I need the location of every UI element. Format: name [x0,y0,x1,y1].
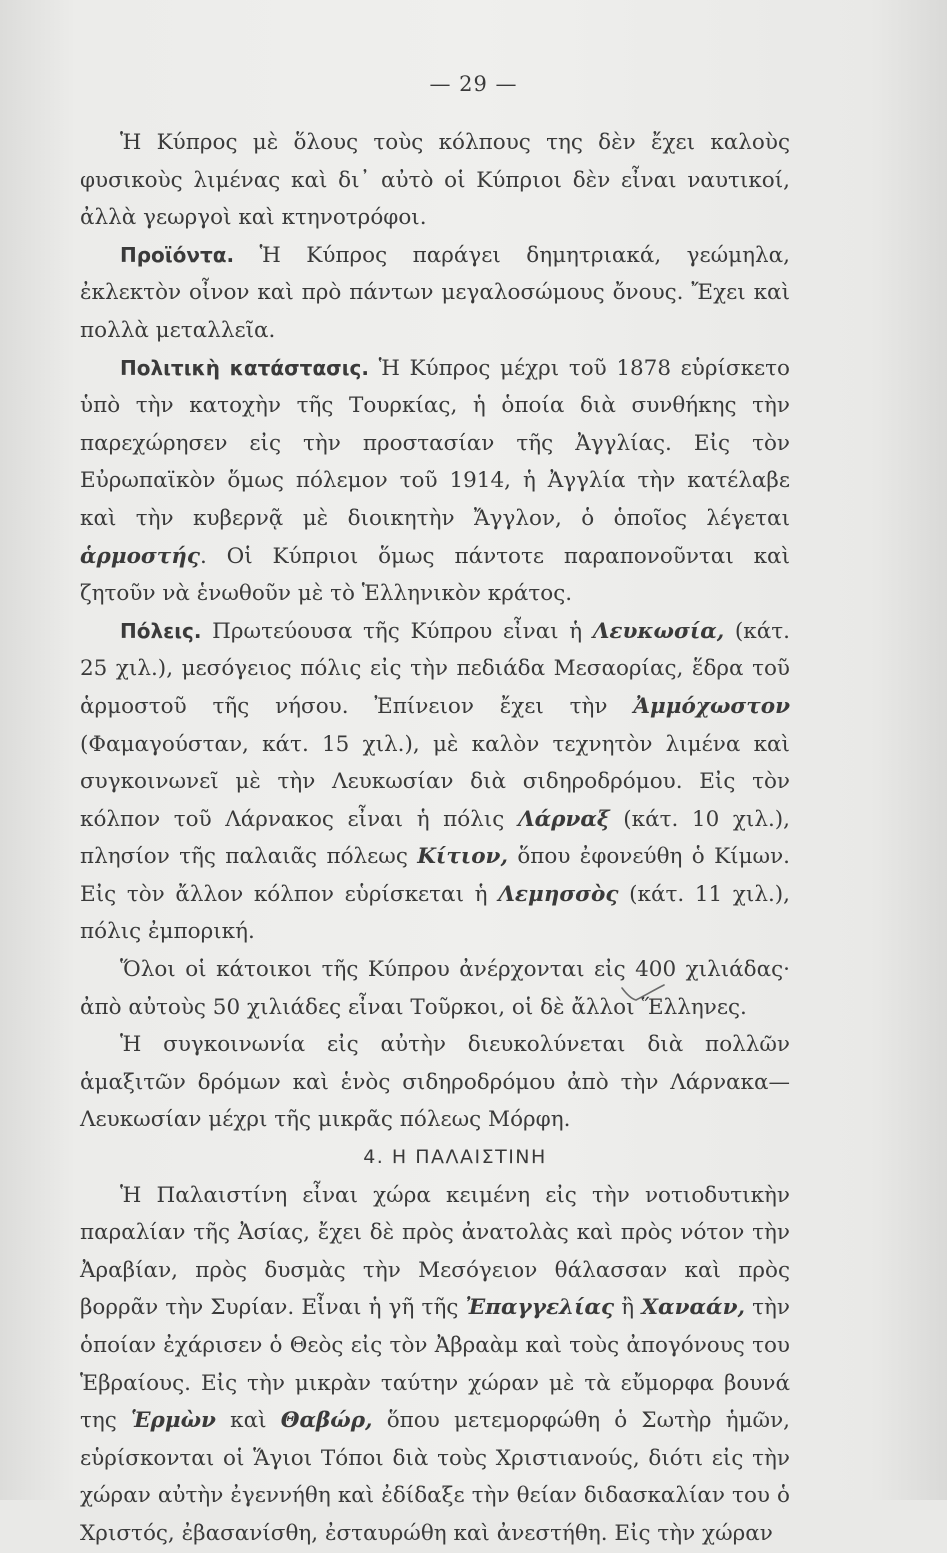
paragraph-text: Ἡ Κύπρος μὲ ὅλους τοὺς κόλπους της δὲν ἔχει καλοὺς φυσικοὺς λιμένας καὶ δι᾽ αὐτὸ οἱ Κύπριοι δὲν εἶναι ναυτικοί, ἀλλὰ γεωργοὶ καὶ κτηνοτρόφοι. [80,130,790,231]
paragraph-palestine [80,1177,790,1553]
section-title: 4. Η ΠΑΛΑΙΣΤΙΝΗ [363,1146,547,1169]
paragraph-heading: Πολιτικὴ κατάστασις. [120,355,370,380]
paragraph-text: (Φαμαγούσταν, κάτ. 15 χιλ.), μὲ καλὸν τεχνητὸν λιμένα καὶ συγκοινωνεῖ μὲ τὴν Λευκωσίαν διὰ σιδηροδρόμου. Εἰς τὸν κόλπον τοῦ Λάρνακος εἶναι ἡ πόλις [80,731,790,832]
paragraph-text: ὅπου ἐφονεύθη ὁ Κίμων. Εἰς τὸν ἄλλον κόλπον εὑρίσκεται ἡ [80,844,790,907]
pencil-check-mark [620,982,666,1004]
paragraph-text: Ἡ Παλαιστίνη εἶναι χώρα κειμένη εἰς τὴν νοτιοδυτικὴν παραλίαν τῆς Ἀσίας, ἔχει δὲ πρὸς ἀνατολὰς καὶ πρὸς νότον τὴν Ἀραβίαν, πρὸς δυσμὰς τὴν Μεσόγειον θάλασσαν καὶ πρὸς βορρᾶν τὴν Συρίαν. Εἶναι ἡ γῆ τῆς [80,1182,790,1321]
place-lefkosia: Λευκωσία, [592,618,725,644]
paragraph-text: καὶ [215,1408,281,1434]
paragraph-text: Ἡ Κύπρος παράγει δημητριακά, γεώμηλα, ἐκλεκτὸν οἶνον καὶ πρὸ πάντων μεγαλοσώμους ὄνους. Ἔχει καὶ πολλὰ μεταλλεῖα. [80,242,790,343]
term-armostis: ἁρμοστής [80,543,200,569]
place-chanaan: Χαναάν, [641,1295,745,1321]
paragraph-text: . Οἱ Κύπριοι ὅμως πάντοτε παραπονοῦνται καὶ ζητοῦν νὰ ἑνωθοῦν μὲ τὸ Ἑλληνικὸν κράτος. [80,543,790,607]
page-number: — 29 — [429,72,518,96]
paragraph-text: (κάτ. 11 χιλ.), πόλις ἐμπορική. [80,881,791,945]
place-thavor: Θαβώρ, [280,1408,373,1434]
paragraph-heading: Προϊόντα. [120,242,235,267]
paragraph-text: Ἡ Κύπρος μέχρι τοῦ 1878 εὑρίσκετο ὑπὸ τὴν κατοχὴν τῆς Τουρκίας, ἡ ὁποία διὰ συνθήκης τὴν παρεχώρησεν εἰς τὴν προστασίαν τῆς Ἀγγλίας. Εἰς τὸν Εὐρωπαϊκὸν ὅμως πόλεμον τοῦ 1914, ἡ Ἀγγλία τὴν κατέλαβε καὶ τὴν κυβερνᾷ μὲ διοικητὴν Ἄγγλον, ὁ ὁποῖος λέγεται [80,355,790,531]
paragraph-cyprus-intro [80,124,790,237]
place-kition: Κίτιον, [417,844,508,870]
place-ermon: Ἑρμὼν [131,1408,216,1434]
paragraph-text: Ἡ συγκοινωνία εἰς αὐτὴν διευκολύνεται διὰ πολλῶν ἁμαξιτῶν δρόμων καὶ ἑνὸς σιδηροδρόμου ἀπὸ τὴν Λάρνακα—Λευκωσίαν μέχρι τῆς μικρᾶς πόλεως Μόρφη. [80,1032,790,1133]
body-text [80,124,790,1553]
paragraph-politics [80,350,790,613]
paragraph-text: ἢ [614,1295,642,1321]
paragraph-text: (κάτ. 10 χιλ.), πλησίον τῆς παλαιᾶς πόλεως [80,806,791,870]
place-ammochostos: Ἀμμόχωστον [633,693,790,719]
paragraph-population [80,951,790,1026]
paragraph-heading: Πόλεις. [120,618,202,643]
place-larnax: Λάρναξ [517,806,610,832]
paragraph-text: τὴν ὁποίαν ἐχάρισεν ὁ Θεὸς εἰς τὸν Ἀβραὰμ καὶ τοὺς ἀπογόνους του Ἑβραίους. Εἰς τὴν μικρὰν ταύτην χώραν μὲ τὰ εὔμορφα βουνά της [80,1295,790,1434]
paragraph-text: Πρωτεύουσα τῆς Κύπρου εἶναι ἡ [201,618,593,644]
paragraph-communication [80,1026,790,1139]
paragraph-cities [80,613,790,951]
paragraph-text: ὅπου μετεμορφώθη ὁ Σωτὴρ ἡμῶν, εὑρίσκονται οἱ Ἅγιοι Τόποι διὰ τοὺς Χριστιανούς, διότι εἰς τὴν χώραν αὐτὴν ἐγεννήθη καὶ ἐδίδαξε τὴν θείαν διδασκαλίαν του ὁ Χριστός, ἐβασανίσθη, ἐσταυρώθη καὶ ἀνεστήθη. Εἰς τὴν χώραν [80,1408,790,1546]
place-epangelias: Ἐπαγγελίας [465,1295,615,1321]
place-lemesos: Λεμησσὸς [498,881,619,907]
paragraph-products [80,237,790,350]
paragraph-text: (κάτ. 25 χιλ.), μεσόγειος πόλις εἰς τὴν πεδιάδα Μεσαορίας, ἕδρα τοῦ ἁρμοστοῦ τῆς νήσου. Ἐπίνειον ἔχει τὴν [80,618,790,719]
paragraph-text: Ὅλοι οἱ κάτοικοι τῆς Κύπρου ἀνέρχονται εἰς 400 χιλιάδας· ἀπὸ αὐτοὺς 50 χιλιάδες εἶναι Τοῦρκοι, οἱ δὲ ἄλλοι Ἕλληνες. [80,957,790,1020]
